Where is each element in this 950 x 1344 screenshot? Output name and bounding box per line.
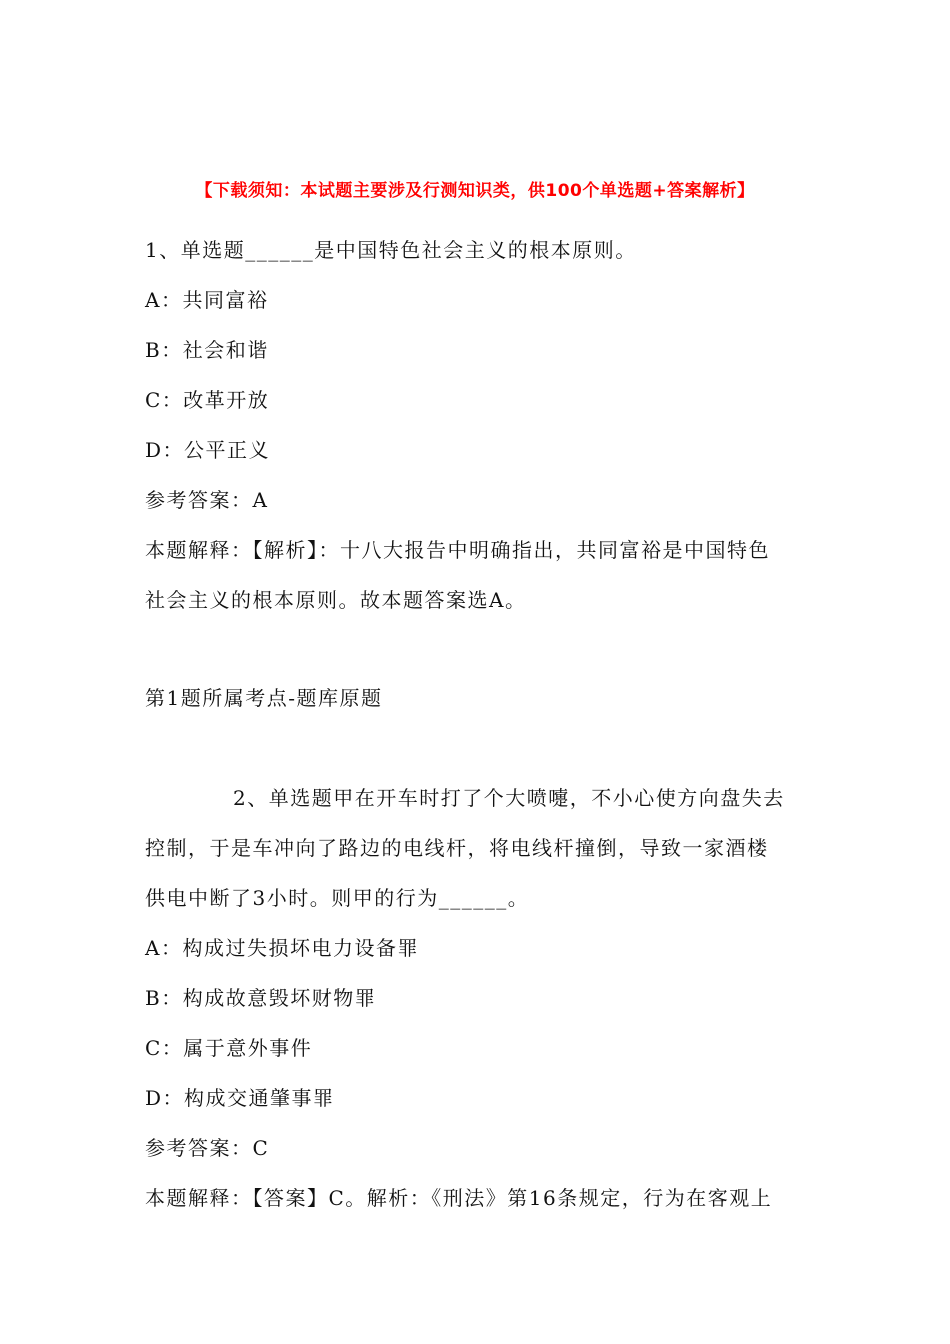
question-2-option-c: C：属于意外事件: [145, 1036, 313, 1060]
question-1-explanation-line-2: 社会主义的根本原则。故本题答案选A。: [145, 588, 527, 612]
question-2-option-b: B：构成故意毁坏财物罪: [145, 986, 377, 1010]
question-2-stem-line-3: 供电中断了3小时。则甲的行为______。: [145, 886, 530, 910]
question-2-stem-line-1: 2、单选题甲在开车时打了个大喷嚏，不小心使方向盘失去: [233, 786, 785, 810]
question-1-option-c: C：改革开放: [145, 388, 270, 412]
question-1-explanation-line-1: 本题解释：【解析】：十八大报告中明确指出，共同富裕是中国特色: [145, 538, 770, 562]
question-1-knowledge-point: 第1题所属考点-题库原题: [145, 686, 383, 710]
question-2-stem-line-2: 控制，于是车冲向了路边的电线杆，将电线杆撞倒，导致一家酒楼: [145, 836, 769, 860]
question-1-option-b: B：社会和谐: [145, 338, 269, 362]
question-2-explanation-line-1: 本题解释：【答案】C。解析：《刑法》第16条规定，行为在客观上: [145, 1186, 773, 1210]
question-2-answer: 参考答案：C: [145, 1136, 270, 1160]
question-1-stem: 1、单选题______是中国特色社会主义的根本原则。: [145, 238, 637, 262]
question-1-answer: 参考答案：A: [145, 488, 269, 512]
question-2-option-a: A：构成过失损坏电力设备罪: [145, 936, 419, 960]
download-notice: 【下载须知：本试题主要涉及行测知识类，供100个单选题+答案解析】: [195, 181, 755, 201]
question-1-option-a: A：共同富裕: [145, 288, 269, 312]
question-2-option-d: D：构成交通肇事罪: [145, 1086, 335, 1110]
question-1-option-d: D：公平正义: [145, 438, 271, 462]
